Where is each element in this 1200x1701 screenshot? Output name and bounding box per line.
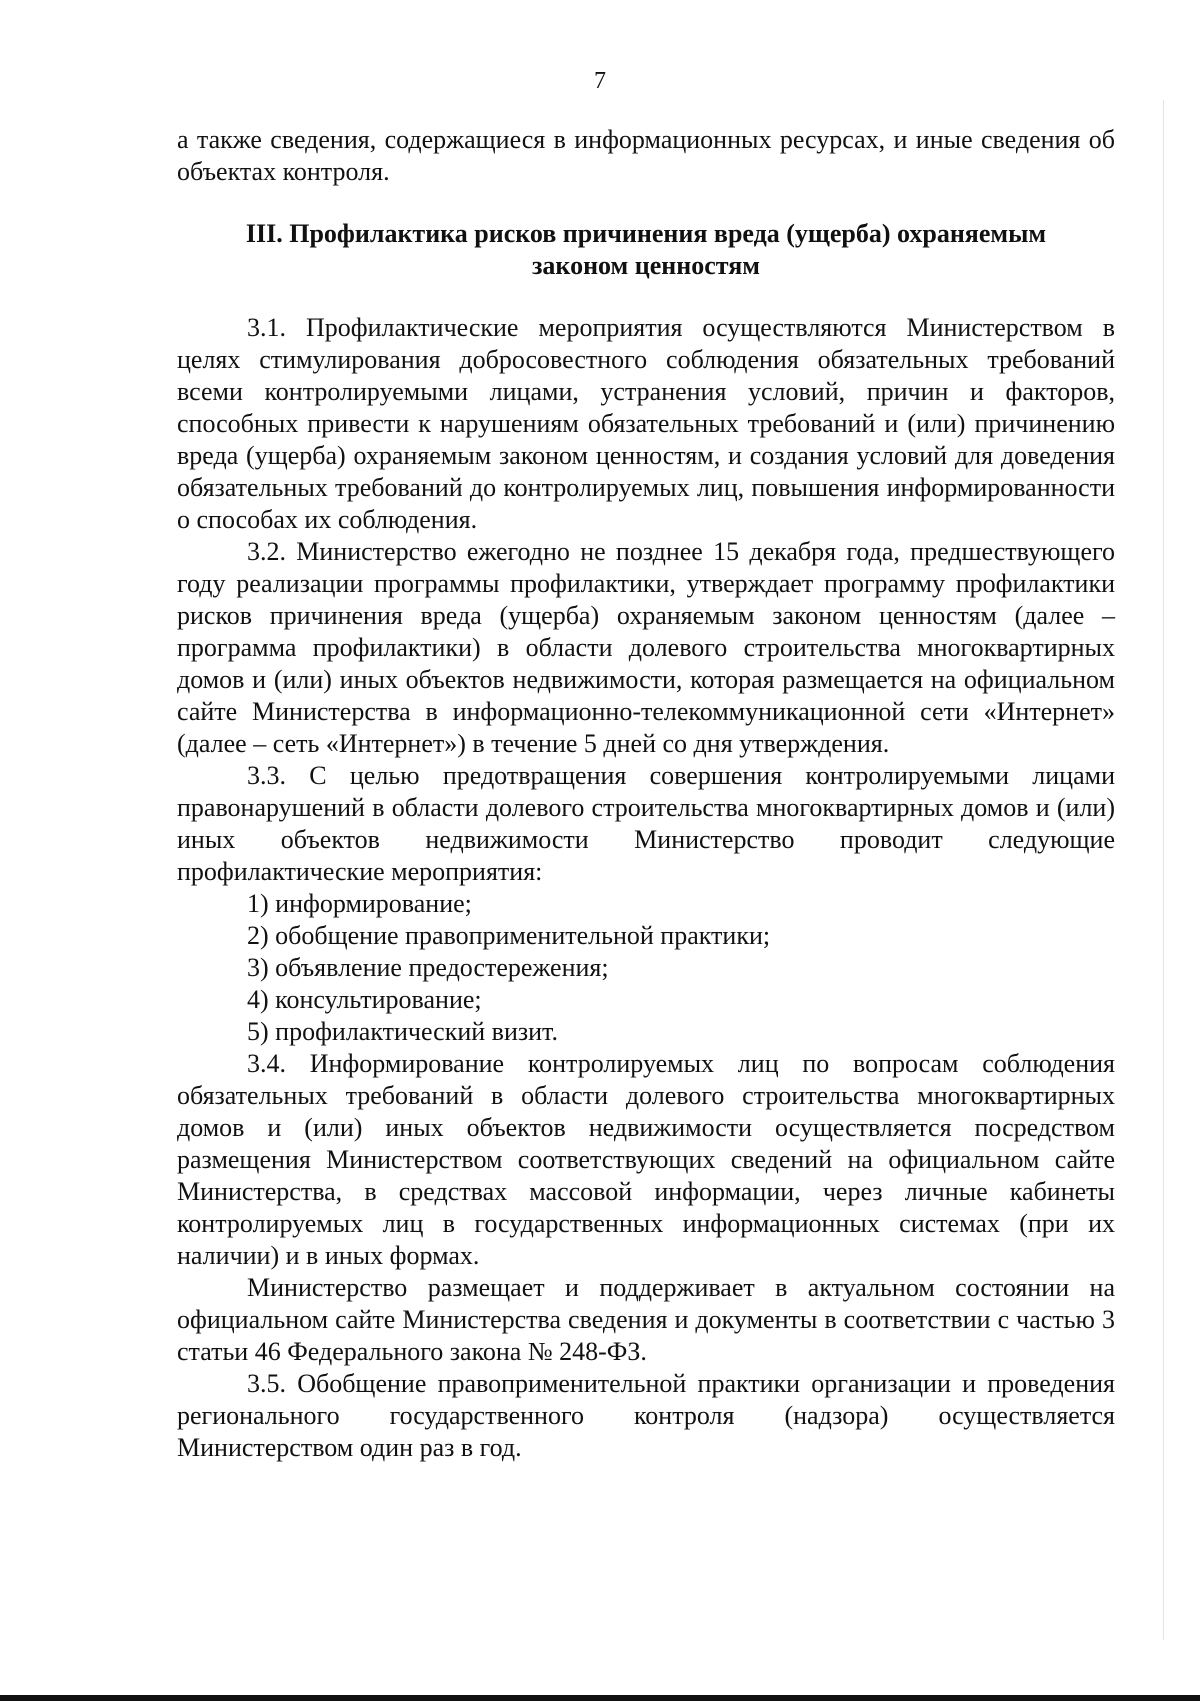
paragraph-3-3: 3.3. С целью предотвращения совершения контролируемыми лицами правонарушений в области долевого строительства многоквартирных домов и (или) иных объектов недвижимости Министерство проводит следующие профилактические мероприятия: (177, 761, 1115, 886)
page-number: 7 (594, 68, 606, 94)
list-item: 5) профилактический визит. (247, 1017, 558, 1046)
scan-edge-line (1163, 100, 1164, 1640)
paragraph-3-4: 3.4. Информирование контролируемых лиц по вопросам соблюдения обязательных требований в области долевого строительства многоквартирных домов и (или) иных объектов недвижимости осуществляется посредством размещения Министерством соответствующих сведений на официальном сайте Министерства, в средствах массовой информации, через личные кабинеты контролируемых лиц в государственных информационных системах (при их наличии) и в иных формах. (177, 1049, 1115, 1270)
list-item: 4) консультирование; (247, 985, 482, 1014)
section-heading-line-1: III. Профилактика рисков причинения вреда (ущерба) охраняемым (245, 219, 1047, 248)
intro-paragraph: а также сведения, содержащиеся в информационных ресурсах, и иные сведения об объектах контроля. (177, 125, 1115, 186)
list-item: 2) обобщение правоприменительной практики; (247, 921, 771, 950)
section-heading (177, 218, 1115, 282)
paragraph-3-4-continued: Министерство размещает и поддерживает в актуальном состоянии на официальном сайте Министерства сведения и документы в соответствии с частью 3 статьи 46 Федерального закона № 248-ФЗ. (177, 1273, 1115, 1366)
list-item: 1) информирование; (247, 889, 472, 918)
paragraph-3-5: 3.5. Обобщение правоприменительной практики организации и проведения регионального государственного контроля (надзора) осуществляется Министерством один раз в год. (177, 1369, 1115, 1462)
paragraph-3-2: 3.2. Министерство ежегодно не позднее 15 декабря года, предшествующего году реализации программы профилактики, утверждает программу профилактики рисков причинения вреда (ущерба) охраняемым законом ценностям (далее – программа профилактики) в области долевого строительства многоквартирных домов и (или) иных объектов недвижимости, которая размещается на официальном сайте Министерства в информационно-телекоммуникационной сети «Интернет» (далее – сеть «Интернет») в течение 5 дней со дня утверждения. (177, 537, 1115, 758)
scan-bottom-edge (0, 1695, 1200, 1701)
paragraph-3-1: 3.1. Профилактические мероприятия осуществляются Министерством в целях стимулирования добросовестного соблюдения обязательных требований всеми контролируемыми лицами, устранения условий, причин и факторов, способных привести к нарушениям обязательных требований и (или) причинению вреда (ущерба) охраняемым законом ценностям, и создания условий для доведения обязательных требований до контролируемых лиц, повышения информированности о способах их соблюдения. (177, 313, 1115, 534)
document-body (177, 124, 1115, 1464)
heading-spacer (177, 282, 1115, 312)
section-heading-line-2: законом ценностям (531, 251, 760, 280)
list-item: 3) объявление предостережения; (247, 953, 609, 982)
